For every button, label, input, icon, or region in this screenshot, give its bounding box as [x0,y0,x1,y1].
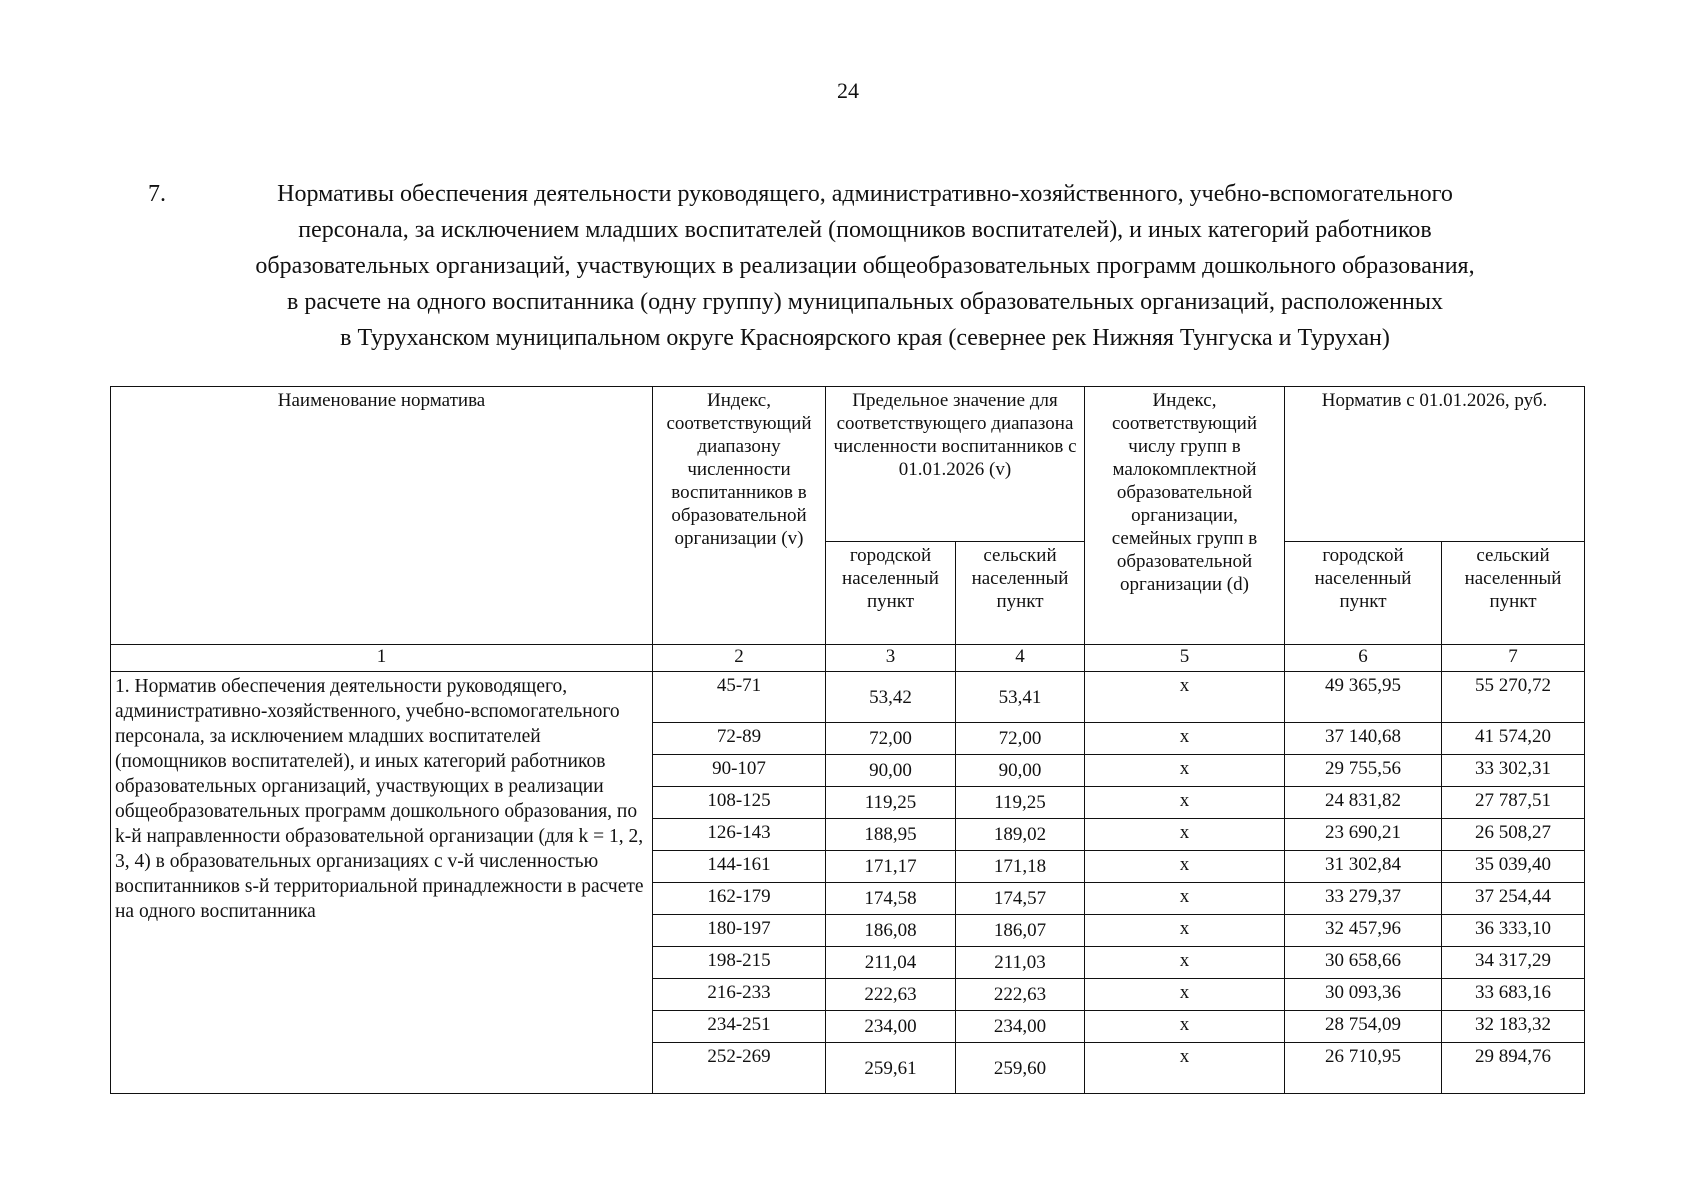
heading-line: в расчете на одного воспитанника (одну группу) муниципальных образовательных организаций, расположенных [287,289,1443,315]
norm-urban-cell: 24 831,82 [1285,787,1442,819]
limit-rural-cell: 53,41 [956,672,1085,723]
header-index-v: Индекс, соответствующий диапазону численности воспитанников в образовательной организации (v) [653,387,826,645]
page-number: 24 [837,78,859,103]
limit-rural-cell: 211,03 [956,947,1085,979]
norm-rural-cell: 26 508,27 [1442,819,1585,851]
header-name: Наименование норматива [111,387,653,645]
limit-rural-cell: 174,57 [956,883,1085,915]
column-number: 5 [1085,645,1285,672]
norm-rural-cell: 27 787,51 [1442,787,1585,819]
index-d-cell: x [1085,755,1285,787]
index-d-cell: x [1085,979,1285,1011]
norm-urban-cell: 49 365,95 [1285,672,1442,723]
norm-rural-cell: 33 683,16 [1442,979,1585,1011]
limit-rural-cell: 186,07 [956,915,1085,947]
header-norm-urban: городской населенный пункт [1285,542,1442,645]
range-cell: 252-269 [653,1043,826,1094]
norm-rural-cell: 36 333,10 [1442,915,1585,947]
index-d-cell: x [1085,851,1285,883]
norms-table [110,386,1585,1094]
norm-rural-cell: 41 574,20 [1442,723,1585,755]
range-cell: 162-179 [653,883,826,915]
range-cell: 216-233 [653,979,826,1011]
header-limit: Предельное значение для соответствующего диапазона численности воспитанников с 01.01.2026 (v) [826,387,1085,542]
norm-rural-cell: 55 270,72 [1442,672,1585,723]
norm-rural-cell: 34 317,29 [1442,947,1585,979]
index-d-cell: x [1085,947,1285,979]
limit-urban-cell: 259,61 [826,1043,956,1094]
limit-rural-cell: 234,00 [956,1011,1085,1043]
norm-urban-cell: 23 690,21 [1285,819,1442,851]
range-cell: 90-107 [653,755,826,787]
norm-description: 1. Норматив обеспечения деятельности руководящего, административно-хозяйственного, учебно-вспомогательного персонала, за исключением младших воспитателей (помощников воспитателей), и иных категорий работников образовательных организаций, участвующих в реализации общеобразовательных программ дошкольного образования, по k-й направленности образовательной организации (для k = 1, 2, 3, 4) в образовательных организациях с v-й численностью воспитанников s-й территориальной принадлежности в расчете на одного воспитанника [111,672,653,1094]
heading-line: Нормативы обеспечения деятельности руководящего, административно-хозяйственного, учебно-вспомогательного [277,181,1453,207]
index-d-cell: x [1085,723,1285,755]
range-cell: 126-143 [653,819,826,851]
norm-urban-cell: 29 755,56 [1285,755,1442,787]
limit-urban-cell: 222,63 [826,979,956,1011]
header-index-d: Индекс, соответствующий числу групп в малокомплектной образовательной организации, семейных групп в образовательной организации (d) [1085,387,1285,645]
norm-rural-cell: 33 302,31 [1442,755,1585,787]
norm-rural-cell: 29 894,76 [1442,1043,1585,1094]
section-heading [140,176,1590,356]
limit-urban-cell: 211,04 [826,947,956,979]
column-number: 2 [653,645,826,672]
index-d-cell: x [1085,883,1285,915]
limit-urban-cell: 186,08 [826,915,956,947]
norm-urban-cell: 31 302,84 [1285,851,1442,883]
section-number: 7. [148,181,166,207]
norm-urban-cell: 30 658,66 [1285,947,1442,979]
index-d-cell: x [1085,787,1285,819]
index-d-cell: x [1085,1043,1285,1094]
range-cell: 72-89 [653,723,826,755]
limit-rural-cell: 259,60 [956,1043,1085,1094]
limit-urban-cell: 171,17 [826,851,956,883]
limit-rural-cell: 90,00 [956,755,1085,787]
limit-urban-cell: 234,00 [826,1011,956,1043]
column-number: 7 [1442,645,1585,672]
limit-rural-cell: 171,18 [956,851,1085,883]
norm-urban-cell: 28 754,09 [1285,1011,1442,1043]
limit-rural-cell: 119,25 [956,787,1085,819]
index-d-cell: x [1085,915,1285,947]
heading-line: персонала, за исключением младших воспитателей (помощников воспитателей), и иных категорий работников [298,217,1432,243]
limit-urban-cell: 72,00 [826,723,956,755]
column-number: 6 [1285,645,1442,672]
norm-urban-cell: 32 457,96 [1285,915,1442,947]
norm-urban-cell: 37 140,68 [1285,723,1442,755]
range-cell: 234-251 [653,1011,826,1043]
table-row [111,672,1585,723]
heading-line: в Туруханском муниципальном округе Красноярского края (севернее рек Нижняя Тунгуска и Турухан) [340,325,1390,351]
norm-urban-cell: 26 710,95 [1285,1043,1442,1094]
column-number: 4 [956,645,1085,672]
header-norm-rural: сельский населенный пункт [1442,542,1585,645]
index-d-cell: x [1085,672,1285,723]
range-cell: 45-71 [653,672,826,723]
limit-urban-cell: 119,25 [826,787,956,819]
limit-rural-cell: 72,00 [956,723,1085,755]
index-d-cell: x [1085,1011,1285,1043]
limit-rural-cell: 189,02 [956,819,1085,851]
column-number: 3 [826,645,956,672]
header-norm: Норматив с 01.01.2026, руб. [1285,387,1585,542]
limit-urban-cell: 53,42 [826,672,956,723]
norm-rural-cell: 37 254,44 [1442,883,1585,915]
range-cell: 108-125 [653,787,826,819]
header-limit-rural: сельский населенный пункт [956,542,1085,645]
range-cell: 144-161 [653,851,826,883]
range-cell: 180-197 [653,915,826,947]
limit-urban-cell: 188,95 [826,819,956,851]
norm-urban-cell: 30 093,36 [1285,979,1442,1011]
index-d-cell: x [1085,819,1285,851]
header-limit-urban: городской населенный пункт [826,542,956,645]
column-number: 1 [111,645,653,672]
range-cell: 198-215 [653,947,826,979]
norm-rural-cell: 32 183,32 [1442,1011,1585,1043]
heading-line: образовательных организаций, участвующих в реализации общеобразовательных программ дошкольного образования, [255,253,1475,279]
norm-urban-cell: 33 279,37 [1285,883,1442,915]
limit-rural-cell: 222,63 [956,979,1085,1011]
limit-urban-cell: 90,00 [826,755,956,787]
limit-urban-cell: 174,58 [826,883,956,915]
norm-rural-cell: 35 039,40 [1442,851,1585,883]
